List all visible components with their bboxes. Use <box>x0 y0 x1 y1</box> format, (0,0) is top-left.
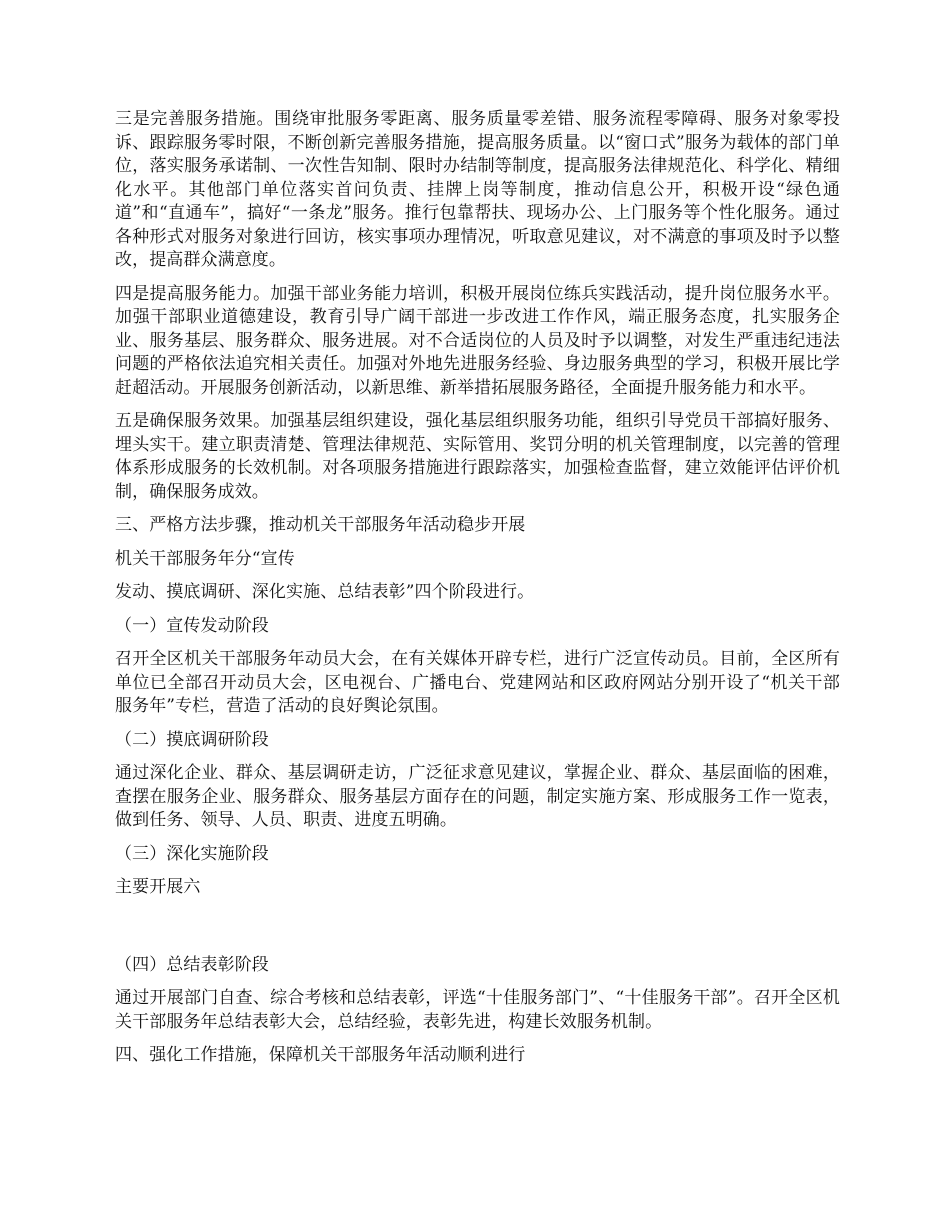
paragraph-stage-3: 主要开展六 <box>115 877 201 897</box>
paragraph-service-measures: 三是完善服务措施。围绕审批服务零距离、服务质量零差错、服务流程零障碍、服务对象零投诉、跟踪服务零时限，不断创新完善服务措施，提高服务质量。以“窗口式”服务为载体的部门单位，落实服务承诺制、一次性告知制、限时办结制等制度，提高服务法律规范化、科学化、精细化水平。其他部门单位落实首问负责、挂牌上岗等制度，推动信息公开，积极开设“绿色通道”和“直通车”，搞好“一条龙”服务。推行包靠帮扶、现场办公、上门服务等个性化服务。通过各种形式对服务对象进行回访，核实事项办理情况，听取意见建议，对不满意的事项及时予以整改，提高群众满意度。 <box>115 109 840 270</box>
paragraph-stage-1: 召开全区机关干部服务年动员大会，在有关媒体开辟专栏，进行广泛宣传动员。目前，全区所有单位已全部召开动员大会，区电视台、广播电台、党建网站和区政府网站分别开设了“机关干部服务年”专栏，营造了活动的良好舆论氛围。 <box>115 649 840 716</box>
subheading-stage-1: （一）宣传发动阶段 <box>115 615 269 636</box>
subheading-stage-4: （四）总结表彰阶段 <box>115 954 269 975</box>
paragraph-fragment: 机关干部服务年分“宣传 <box>115 548 295 569</box>
paragraph-service-capability: 四是提高服务能力。加强干部业务能力培训，积极开展岗位练兵实践活动，提升岗位服务水平。加强干部职业道德建设，教育引导广阔干部进一步改进工作作风，端正服务态度，扎实服务企业、服务基层、服务群众、服务进展。对不合适岗位的人员及时予以调整，对发生严重违纪违法问题的严格依法追究相关责任。加强对外地先进服务经验、身边服务典型的学习，积极开展比学赶超活动。开展服务创新活动，以新思维、新举措拓展服务路径，全面提升服务能力和水平。 <box>115 283 840 398</box>
subheading-stage-2: （二）摸底调研阶段 <box>115 729 269 750</box>
paragraph-stage-2: 通过深化企业、群众、基层调研走访，广泛征求意见建议，掌握企业、群众、基层面临的困难，查摆在服务企业、服务群众、服务基层方面存在的问题，制定实施方案、形成服务工作一览表，做到任务、领导、人员、职责、进度五明确。 <box>115 763 840 830</box>
paragraph-service-effect: 五是确保服务效果。加强基层组织建设，强化基层组织服务功能，组织引导党员干部搞好服务、埋头实干。建立职责清楚、管理法律规范、实际管用、奖罚分明的机关管理制度，以完善的管理体系形成服务的长效机制。对各项服务措施进行跟踪落实，加强检查监督，建立效能评估评价机制，确保服务成效。 <box>115 411 840 502</box>
document-body <box>115 108 840 1068</box>
paragraph-stage-4: 通过开展部门自查、综合考核和总结表彰，评选“十佳服务部门”、“十佳服务干部”。召开全区机关干部服务年总结表彰大会，总结经验，表彰先进，构建长效服务机制。 <box>115 988 840 1032</box>
section-heading-3: 三、严格方法步骤，推动机关干部服务年活动稳步开展 <box>115 515 526 535</box>
section-heading-4: 四、强化工作措施，保障机关干部服务年活动顺利进行 <box>115 1045 526 1065</box>
paragraph-four-stages: 发动、摸底调研、深化实施、总结表彰”四个阶段进行。 <box>115 582 535 602</box>
subheading-stage-3: （三）深化实施阶段 <box>115 843 269 864</box>
